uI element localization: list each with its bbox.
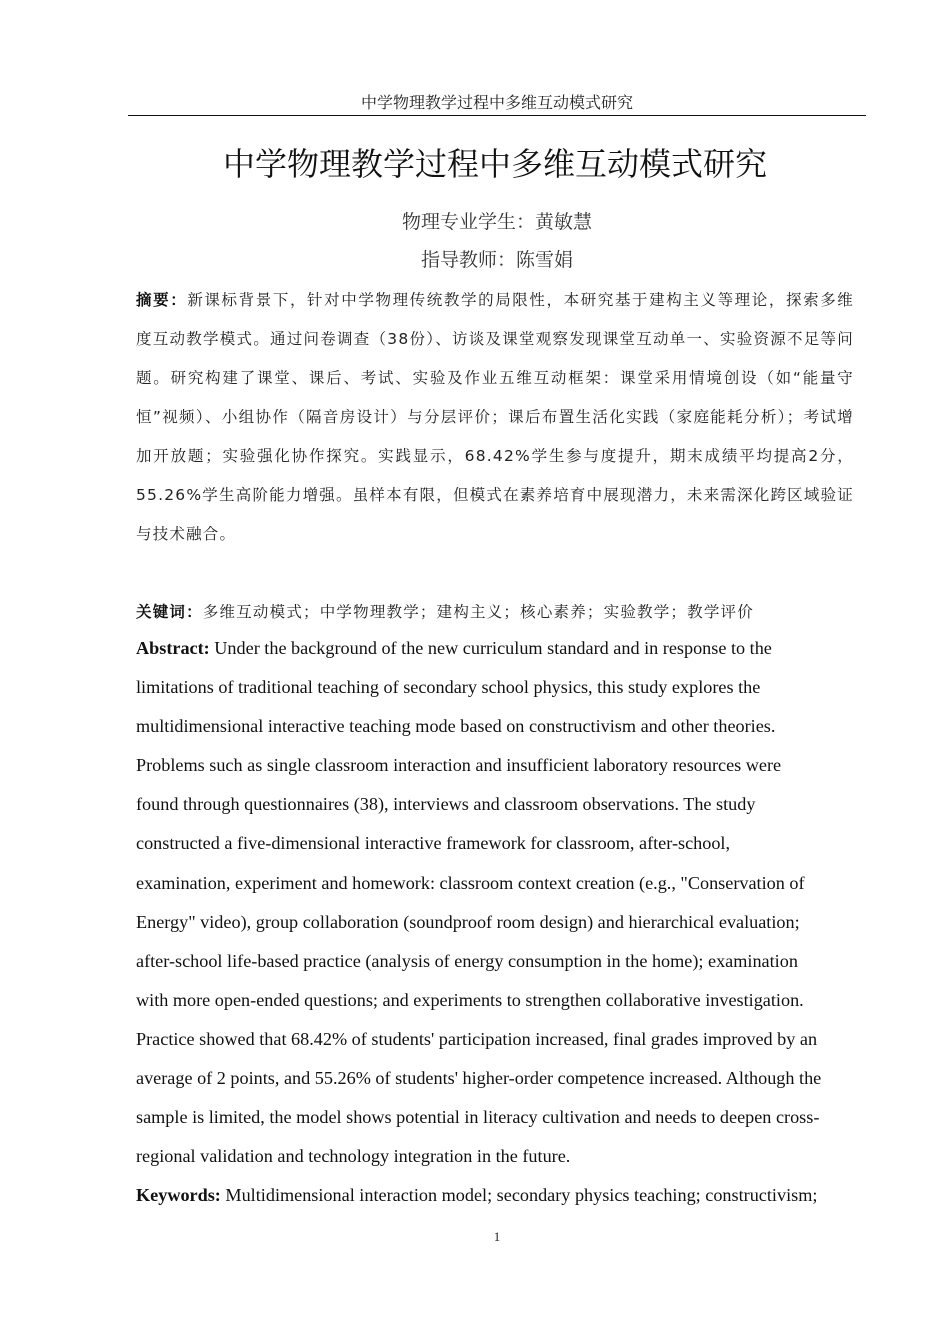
chinese-abstract (136, 281, 854, 554)
advisor-line: 指导教师：陈雪娟 (420, 249, 573, 271)
english-abstract-line: Energy" video), group collaboration (soundproof room design) and hierarchical evaluation; (136, 911, 800, 932)
chinese-keywords-text: 多维互动模式；中学物理教学；建构主义；核心素养；实验教学；教学评价 (202, 603, 754, 621)
english-abstract-label: Abstract: (136, 638, 210, 658)
chinese-keywords-label: 关键词： (136, 603, 203, 621)
english-abstract-line: constructed a five-dimensional interactive framework for classroom, after-school, (136, 833, 731, 854)
english-keywords (136, 1176, 860, 1215)
english-abstract-line: examination, experiment and homework: classroom context creation (e.g., "Conservation of (136, 872, 805, 893)
chinese-abstract-text: 新课标背景下，针对中学物理传统教学的局限性，本研究基于建构主义等理论，探索多维度互动教学模式。通过问卷调查（38份）、访谈及课堂观察发现课堂互动单一、实验资源不足等问题。研究构建了课堂、课后、考试、实验及作业五维互动框架：课堂采用情境创设（如“能量守恒”视频）、小组协作（隔音房设计）与分层评价；课后布置生活化实践（家庭能耗分析）；考试增加开放题；实验强化协作探究。实践显示，68.42%学生参与度提升，期末成绩平均提高2分，55.26%学生高阶能力增强。虽样本有限，但模式在素养培育中展现潜力，未来需深化跨区域验证与技术融合。 (136, 291, 854, 543)
english-abstract-line: with more open-ended questions; and experiments to strengthen collaborative investigation. (136, 989, 804, 1010)
english-abstract-line: found through questionnaires (38), interviews and classroom observations. The study (136, 794, 756, 815)
chinese-abstract-label: 摘要： (136, 291, 188, 309)
student-author-line: 物理专业学生：黄敏慧 (401, 211, 592, 233)
english-abstract-line: multidimensional interactive teaching mode based on constructivism and other theories. (136, 716, 776, 737)
english-abstract-line: Abstract: Under the background of the new curriculum standard and in response to the (136, 638, 772, 658)
paper-title: 中学物理教学过程中多维互动模式研究 (222, 145, 767, 183)
english-abstract-line: regional validation and technology integration in the future. (136, 1146, 571, 1167)
english-abstract-line: limitations of traditional teaching of secondary school physics, this study explores the (136, 677, 761, 698)
page-number: 1 (493, 1229, 501, 1244)
english-abstract-line: sample is limited, the model shows potential in literacy cultivation and needs to deepen cross- (136, 1107, 820, 1128)
english-abstract-line: after-school life-based practice (analysis of energy consumption in the home); examination (136, 950, 798, 971)
running-header: 中学物理教学过程中多维互动模式研究 (360, 93, 633, 112)
english-abstract-line: Practice showed that 68.42% of students' participation increased, final grades improved by an (136, 1028, 818, 1049)
english-keywords-text: Multidimensional interaction model; secondary physics teaching; constructivism; (220, 1185, 818, 1205)
english-abstract-line: Problems such as single classroom interaction and insufficient laboratory resources were (136, 755, 782, 776)
english-keywords-label: Keywords: (136, 1185, 221, 1205)
english-abstract-line: average of 2 points, and 55.26% of students' higher-order competence increased. Although the (136, 1068, 822, 1089)
chinese-keywords (136, 593, 854, 632)
english-abstract (136, 629, 860, 1176)
header-divider (128, 115, 866, 116)
